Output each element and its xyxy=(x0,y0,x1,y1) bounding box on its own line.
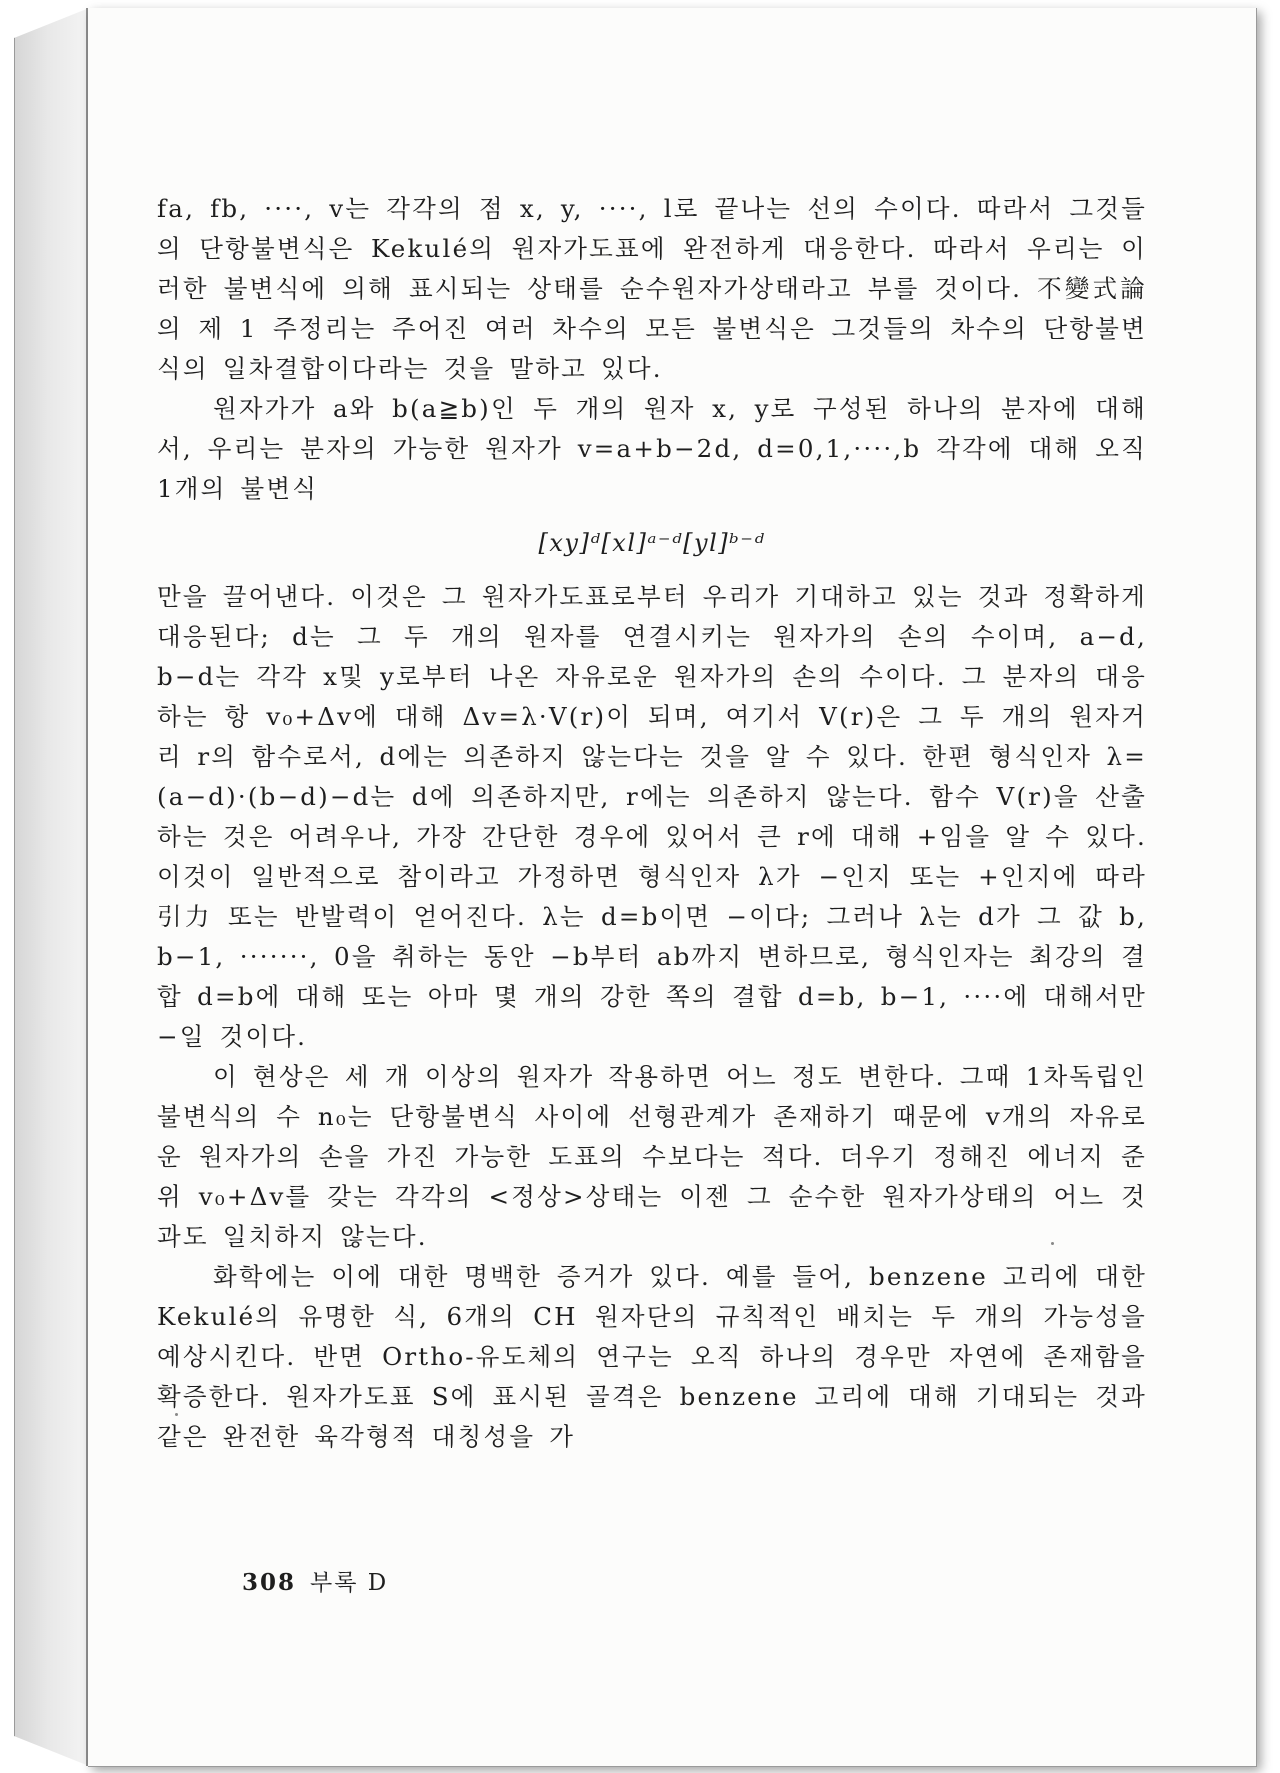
body-text xyxy=(157,189,1147,1457)
invariant-formula: [xy]ᵈ[xl]ᵃ⁻ᵈ[yl]ᵇ⁻ᵈ xyxy=(538,529,766,557)
paragraph-1: fa, fb, ····, v는 각각의 점 x, y, ····, l로 끝나는 선의 수이다. 따라서 그것들의 단항불변식은 Kekulé의 원자가도표에 완전하게 대응한다. 따라서 우리는 이러한 불변식에 의해 표시되는 상태를 순수원자가상태라고 부를 것이다. 不變式論의 제 1 주정리는 주어진 여러 차수의 모든 불변식은 그것들의 차수의 단항불변식의 일차결합이다라는 것을 말하고 있다. xyxy=(157,194,1147,383)
page-footer xyxy=(242,1564,388,1597)
page-number: 308 xyxy=(242,1569,297,1596)
book-page-stack-edge xyxy=(14,8,89,1766)
paragraph-3: 만을 끌어낸다. 이것은 그 원자가도표로부터 우리가 기대하고 있는 것과 정확하게 대응된다; d는 그 두 개의 원자를 연결시키는 원자가의 손의 수이며, a−d, b−d는 각각 x및 y로부터 나온 자유로운 원자가의 손의 수이다. 그 분자의 대응하는 항 v₀+Δv에 대해 Δv=λ·V(r)이 되며, 여기서 V(r)은 그 두 개의 원자거리 r의 함수로서, d에는 의존하지 않는다는 것을 알 수 있다. 한편 형식인자 λ=(a−d)·(b−d)−d는 d에 의존하지만, r에는 의존하지 않는다. 함수 V(r)을 산출하는 것은 어려우나, 가장 간단한 경우에 있어서 큰 r에 대해 +임을 알 수 있다. 이것이 일반적으로 참이라고 가정하면 형식인자 λ가 −인지 또는 +인지에 따라 引力 또는 반발력이 얻어진다. λ는 d=b이면 −이다; 그러나 λ는 d가 그 값 b, b−1, ·······, 0을 취하는 동안 −b부터 ab까지 변하므로, 형식인자는 최강의 결합 d=b에 대해 또는 아마 몇 개의 강한 쪽의 결합 d=b, b−1, ····에 대해서만 −일 것이다. xyxy=(157,582,1147,1051)
section-label: 부록 D xyxy=(310,1570,389,1596)
paragraph-2: 원자가가 a와 b(a≧b)인 두 개의 원자 x, y로 구성된 하나의 분자에 대해서, 우리는 분자의 가능한 원자가 v=a+b−2d, d=0,1,····,b 각각에 대해 오직 1개의 불변식 xyxy=(157,394,1147,503)
paragraph-4: 이 현상은 세 개 이상의 원자가 작용하면 어느 정도 변한다. 그때 1차독립인 불변식의 수 n₀는 단항불변식 사이에 선형관계가 존재하기 때문에 v개의 자유로운 원자가의 손을 가진 가능한 도표의 수보다는 적다. 더우기 정해진 에너지 준위 v₀+Δv를 갖는 각각의 <정상>상태는 이젠 그 순수한 원자가상태의 어느 것과도 일치하지 않는다. xyxy=(157,1062,1147,1251)
paragraph-5: 화학에는 이에 대한 명백한 증거가 있다. 예를 들어, benzene 고리에 대한 Kekulé의 유명한 식, 6개의 CH 원자단의 규칙적인 배치는 두 개의 가능성을 예상시킨다. 반면 Ortho-유도체의 연구는 오직 하나의 경우만 자연에 존재함을 확증한다. 원자가도표 S에 표시된 골격은 benzene 고리에 대해 기대되는 것과 같은 완전한 육각형적 대칭성을 가 xyxy=(157,1262,1147,1451)
